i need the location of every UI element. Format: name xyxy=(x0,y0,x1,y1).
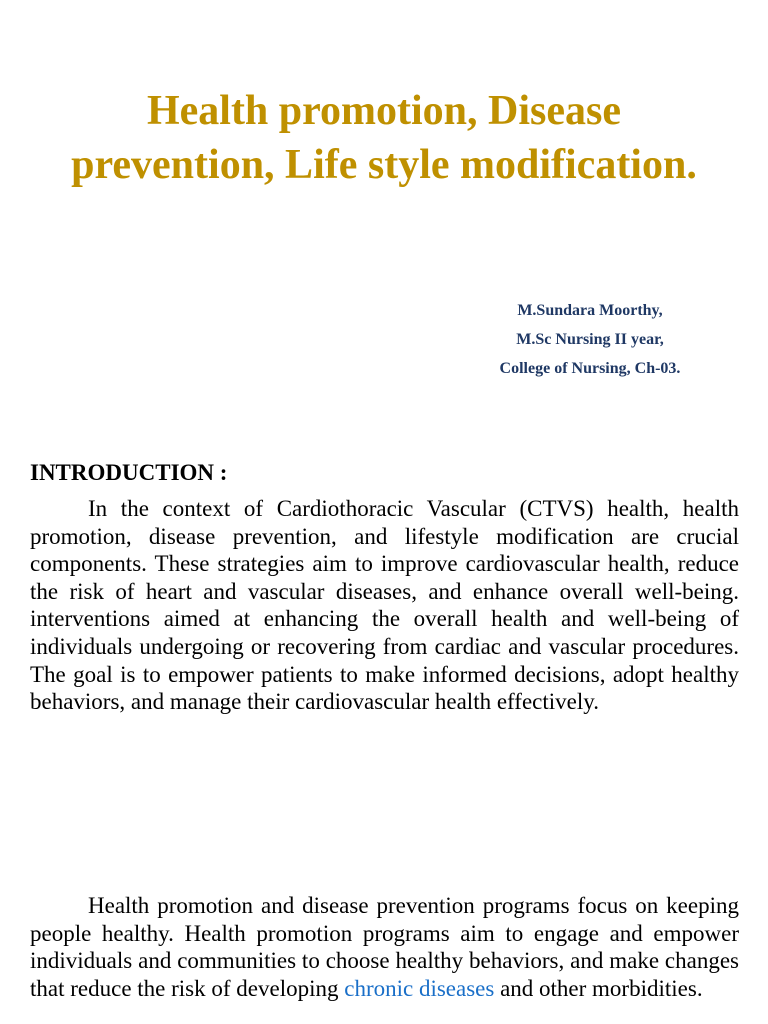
paragraph-text: Health promotion and disease prevention programs focus on keeping people healthy. Health promotion programs aim to engage and empower individuals and communities to choose healthy behaviors, and make changes that reduce the risk of developing xyxy=(30,893,739,1001)
document-title xyxy=(0,84,768,192)
health-promotion-paragraph xyxy=(30,892,739,1002)
author-institution: College of Nursing, Ch-03. xyxy=(499,360,681,377)
paragraph-text-end: and other morbidities. xyxy=(494,975,703,1001)
author-name: M.Sundara Moorthy, xyxy=(517,302,663,319)
title-line-1: Health promotion, Disease xyxy=(146,88,622,134)
title-line-2: prevention, Life style modification. xyxy=(71,142,697,188)
introduction-paragraph: In the context of Cardiothoracic Vascular (CTVS) health, health promotion, disease prevention, and lifestyle modification are crucial components. These strategies aim to improve cardiovascular health, reduce the risk of heart and vascular diseases, and enhance overall well-being. interventions aimed at enhancing the overall health and well-being of individuals undergoing or recovering from cardiac and vascular procedures. The goal is to empower patients to make informed decisions, adopt healthy behaviors, and manage their cardiovascular health effectively. xyxy=(30,496,739,715)
author-block xyxy=(470,296,710,383)
introduction-heading: INTRODUCTION : xyxy=(30,460,228,485)
chronic-diseases-link[interactable]: chronic diseases xyxy=(344,975,495,1001)
author-degree: M.Sc Nursing II year, xyxy=(516,331,664,348)
